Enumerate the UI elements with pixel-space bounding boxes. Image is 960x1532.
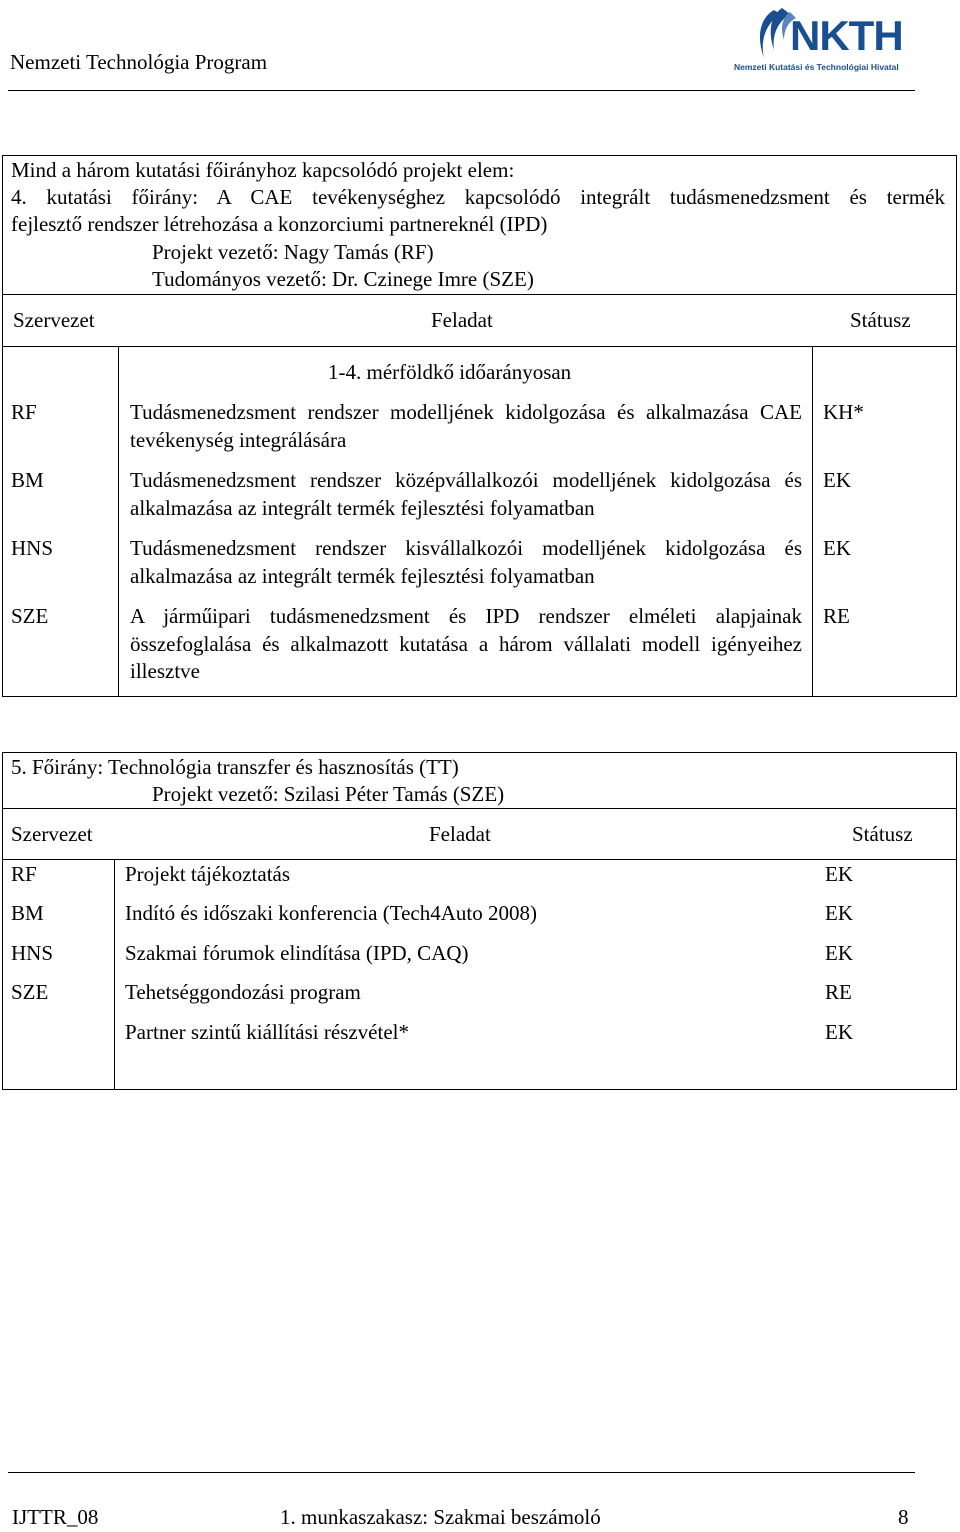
- section2-project-lead: Projekt vezető: Szilasi Péter Tamás (SZE): [152, 782, 505, 806]
- table-row-status: EK: [825, 862, 853, 886]
- table-row-org: SZE: [11, 980, 49, 1004]
- table-row-org: RF: [11, 400, 37, 424]
- table-row-status: RE: [823, 604, 850, 628]
- table-row-task: Tehetséggondozási program: [125, 980, 361, 1004]
- section2-header-top-rule: [2, 808, 957, 809]
- table-row-status: EK: [825, 941, 853, 965]
- table-row-task: Tudásmenedzsment rendszer középvállalkozói modelljének kidolgozása és alkalmazása az integrált termék fejlesztési folyamatban: [130, 468, 802, 520]
- section1-col-task: Feladat: [431, 308, 493, 332]
- table-row-org: BM: [11, 468, 44, 492]
- logo-wordmark: NKTH: [790, 12, 903, 59]
- header-divider: [8, 90, 915, 91]
- section1-header-top-rule: [2, 294, 957, 295]
- table-row-task: Tudásmenedzsment rendszer modelljének kidolgozása és alkalmazása CAE tevékenység integrálására: [130, 400, 802, 452]
- table-row-status: EK: [825, 1020, 853, 1044]
- section1-header-bottom-rule: [2, 346, 957, 347]
- section1-direction-line1: 4. kutatási főirány: A CAE tevékenységhez kapcsolódó integrált tudásmenedzsment és termék: [11, 185, 945, 209]
- table-row-org: RF: [11, 862, 37, 886]
- table-row-org: HNS: [11, 941, 54, 965]
- logo-subtitle: Nemzeti Kutatási és Technológiai Hivatal: [734, 62, 899, 72]
- table-row-task: Szakmai fórumok elindítása (IPD, CAQ): [125, 941, 469, 965]
- table-row-status: EK: [825, 901, 853, 925]
- table-row-task: Indító és időszaki konferencia (Tech4Auto 2008): [125, 901, 537, 925]
- table-row-org: BM: [11, 901, 44, 925]
- table-row-status: EK: [823, 468, 851, 492]
- table-row-org: SZE: [11, 604, 49, 628]
- table-row-org: HNS: [11, 536, 54, 560]
- page-number: 8: [898, 1505, 909, 1529]
- nkth-logo: [730, 2, 930, 80]
- table-row-status: RE: [825, 980, 852, 1004]
- section2-header-bottom-rule: [2, 859, 957, 860]
- section2-col-status: Státusz: [852, 822, 913, 846]
- footer-doc-id: IJTTR_08: [12, 1505, 99, 1529]
- section1-science-lead: Tudományos vezető: Dr. Czinege Imre (SZE): [152, 267, 534, 291]
- section1-col-divider-2: [812, 346, 813, 697]
- table-row-task: A járműipari tudásmenedzsment és IPD rendszer elméleti alapjainak összefoglalása és alkalmazott kutatása a három vállalati modell igényeihez illesztve: [130, 604, 802, 683]
- footer-report-title: 1. munkaszakasz: Szakmai beszámoló: [280, 1505, 601, 1529]
- footer-divider: [8, 1472, 915, 1473]
- section1-direction-line2: fejlesztő rendszer létrehozása a konzorciumi partnereknél (IPD): [11, 212, 548, 236]
- section1-project-lead: Projekt vezető: Nagy Tamás (RF): [152, 240, 434, 264]
- table-row-task: Projekt tájékoztatás: [125, 862, 291, 886]
- section1-intro: Mind a három kutatási főirányhoz kapcsolódó projekt elem:: [11, 158, 515, 182]
- page-header-title: Nemzeti Technológia Program: [10, 50, 268, 74]
- section1-col-status: Státusz: [850, 308, 911, 332]
- section2-col-org: Szervezet: [11, 822, 93, 846]
- table-row-status: EK: [823, 536, 851, 560]
- section2-direction: 5. Főirány: Technológia transzfer és hasznosítás (TT): [11, 755, 459, 779]
- section1-col-divider-1: [118, 346, 119, 697]
- table-row-status: KH*: [823, 400, 864, 424]
- section2-col-divider: [114, 859, 115, 1090]
- table-row-task: Partner szintű kiállítási részvétel*: [125, 1020, 409, 1044]
- table-row-task: Tudásmenedzsment rendszer kisvállalkozói modelljének kidolgozása és alkalmazása az integrált termék fejlesztési folyamatban: [130, 536, 802, 588]
- section1-milestone: 1-4. mérföldkő időarányosan: [328, 360, 572, 384]
- section2-col-task: Feladat: [429, 822, 491, 846]
- section1-col-org: Szervezet: [13, 308, 95, 332]
